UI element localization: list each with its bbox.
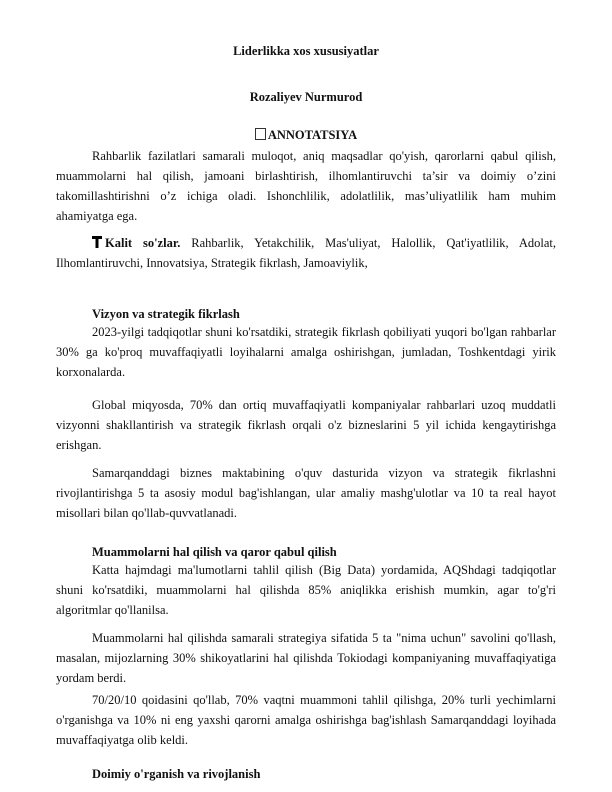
keywords-label: Kalit so'zlar. [105,236,181,250]
annotation-heading [0,128,612,143]
document-title: Liderlikka xos xususiyatlar [233,44,379,58]
vision-paragraph-3: Samarqanddagi biznes maktabining o'quv dasturida vizyon va strategik fikrlashni rivojlantirishga 5 ta asosiy modul bag'ishlangan, ular amaliy mashg'ulotlar va 10 ta real hayot misollari bilan qo'llab-quvvatlanadi. [56,466,556,520]
keywords-text: Rahbarlik, Yetakchilik, Mas'uliyat, Halollik, Qat'iyatlilik, Adolat, Ilhomlantiruvchi, Innovatsiya, Strategik fikrlash, Jamoaviylik, [56,236,557,270]
glyph-box-icon [255,128,266,140]
section-heading-learning: Doimiy o'rganish va rivojlanish [92,767,261,781]
section-heading-problem-solving: Muammolarni hal qilish va qaror qabul qilish [92,545,337,559]
problem-paragraph-1: Katta hajmdagi ma'lumotlarni tahlil qilish (Big Data) yordamida, AQShdagi tadqiqotlar shuni ko'rsatdiki, muammolarni hal qilishda 85% aniqlikka erishish mumkin, agar to'g'ri algoritmlar qo'llanilsa. [56,563,556,617]
annotation-heading-text: ANNOTATSIYA [267,128,358,142]
problem-paragraph-3: 70/20/10 qoidasini qo'llab, 70% vaqtni muammoni tahlil qilishga, 20% turli yechimlarni o'rganishga va 10% ni eng yaxshi qarorni amalga oshirishga bag'ishlash Samarqanddagi loyihada muvaffaqiyatga olib keldi. [56,693,556,747]
annotation-paragraph: Rahbarlik fazilatlari samarali muloqot, aniq maqsadlar qo'yish, qarorlarni qabul qilish, muammolarni hal qilish, jamoani birlashtirish, ilhomlantiruvchi ta’sir va doimiy o’zini takomillashtirishni o’z ichiga oladi. Ishonchlilik, adolatlilik, mas’uliyatlilik ham muhim ahamiyatga ega. [56,149,556,223]
keywords-paragraph [56,233,556,273]
section-heading-vision: Vizyon va strategik fikrlash [92,307,240,321]
problem-paragraph-2: Muammolarni hal qilishda samarali strategiya sifatida 5 ta "nima uchun" savolini qo'llash, masalan, mijozlarning 30% shikoyatlarini hal qilishda Tokiodagi kompaniyaning muvaffaqiyatiga yordam berdi. [56,631,556,685]
vision-paragraph-2: Global miqyosda, 70% dan ortiq muvaffaqiyatli kompaniyalar rahbarlari uzoq muddatli vizyonni shakllantirish va strategik fikrlash orqali o'z bizneslarini 5 yil ichida kengaytirishga erishgan. [56,398,556,452]
vision-paragraph-1: 2023-yilgi tadqiqotlar shuni ko'rsatdiki, strategik fikrlash qobiliyati yuqori bo'lgan rahbarlar 30% ga ko'proq muvaffaqiyatli loyihalarni amalga oshirishgan, jumladan, Toshkentdagi yirik korxonalarda. [56,325,556,379]
key-icon [92,236,102,248]
author-name: Rozaliyev Nurmurod [249,90,363,104]
